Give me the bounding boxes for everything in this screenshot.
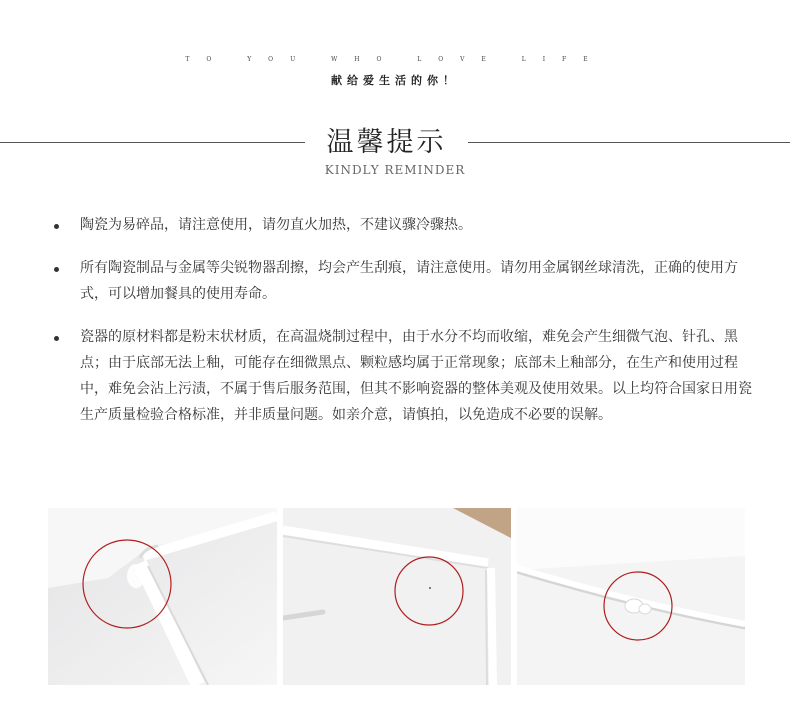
- reminder-item: [54, 324, 754, 428]
- reminder-text: 瓷器的原材料都是粉末状材质，在高温烧制过程中，由于水分不均而收缩，难免会产生细微气泡、针孔、黑点；由于底部无法上釉，可能存在细微黑点、颗粒感均属于正常现象；底部未上釉部分，在生产和使用过程中，难免会沾上污渍，不属于售后服务范围，但其不影响瓷器的整体美观及使用效果。以上均符合国家日用瓷生产质量检验合格标准，并非质量问题。如亲介意，请慎拍，以免造成不必要的误解。: [80, 329, 752, 423]
- tagline-chinese: 献给爱生活的你！: [331, 74, 459, 87]
- photo-plate-corner: [48, 508, 277, 685]
- reminder-item: [54, 212, 754, 238]
- bullet-icon: [54, 267, 59, 272]
- reminder-text: 陶瓷为易碎品，请注意使用，请勿直火加热，不建议骤冷骤热。: [80, 217, 472, 233]
- reminder-item: [54, 255, 754, 307]
- photo-plate-edge: [283, 508, 511, 685]
- reminder-text: 所有陶瓷制品与金属等尖锐物器刮擦，均会产生刮痕，请注意使用。请勿用金属钢丝球清洗，正确的使用方式，可以增加餐具的使用寿命。: [80, 260, 738, 302]
- photo-plate-rim: [517, 508, 745, 685]
- page-subtitle: KINDLY REMINDER: [324, 163, 466, 177]
- defect-photo-strip: [48, 508, 745, 685]
- bullet-icon: [54, 336, 59, 341]
- page-title: 温馨提示: [326, 127, 447, 158]
- title-divider-right: [468, 142, 790, 143]
- bullet-icon: [54, 224, 59, 229]
- tagline-english: TO YOU WHO LOVE LIFE: [185, 56, 605, 63]
- reminder-list: [54, 212, 754, 445]
- title-divider-left: [0, 142, 305, 143]
